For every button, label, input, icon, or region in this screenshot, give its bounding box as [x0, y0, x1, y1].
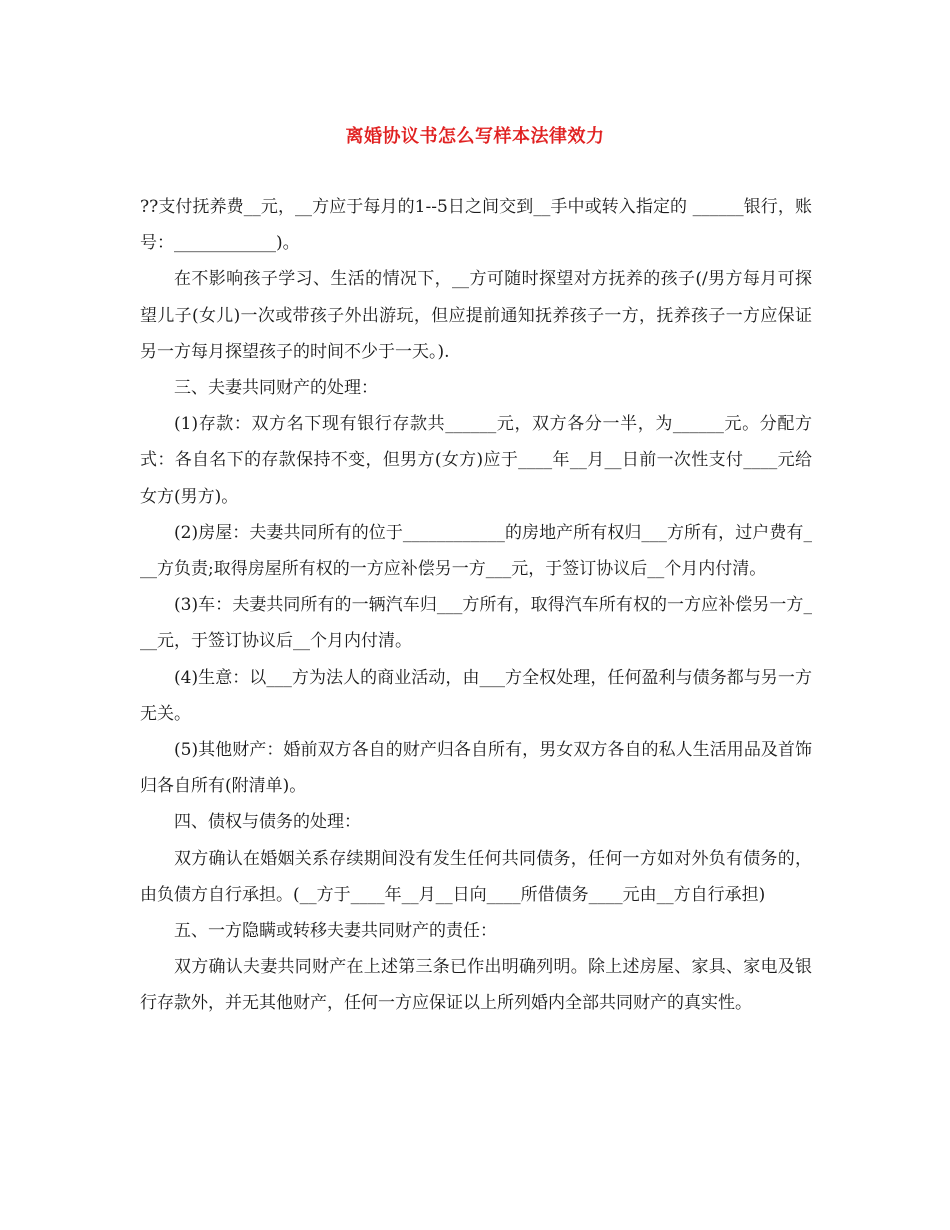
section-heading-concealment: 五、一方隐瞒或转移夫妻共同财产的责任： [174, 921, 497, 942]
document-title: 离婚协议书怎么写样本法律效力 [345, 126, 605, 147]
section-heading-joint-property: 三、夫妻共同财产的处理： [174, 378, 378, 399]
paragraph-savings: (1)存款：双方名下现有银行存款共______元，双方各分一半，为______元。分配方式：各自名下的存款保持不变，但男方(女方)应于____年__月__日前一次性支付____元给女方(男方)。 [140, 414, 812, 507]
document-body [140, 189, 812, 1022]
paragraph-visitation: 在不影响孩子学习、生活的情况下，__方可随时探望对方抚养的孩子(/男方每月可探望儿子(女儿)一次或带孩子外出游玩，但应提前通知抚养孩子一方，抚养孩子一方应保证另一方每月探望孩子的时间不少于一天。). [140, 269, 812, 362]
paragraph-car: (3)车：夫妻共同所有的一辆汽车归___方所有，取得汽车所有权的一方应补偿另一方___元，于签订协议后__个月内付清。 [140, 595, 812, 652]
paragraph-house: (2)房屋：夫妻共同所有的位于____________的房地产所有权归___方所有，过户费有___方负责;取得房屋所有权的一方应补偿另一方___元，于签订协议后__个月内付清。 [140, 522, 812, 580]
paragraph-concealment: 双方确认夫妻共同财产在上述第三条已作出明确列明。除上述房屋、家具、家电及银行存款外，并无其他财产，任何一方应保证以上所列婚内全部共同财产的真实性。 [140, 957, 812, 1014]
section-heading-debts: 四、债权与债务的处理： [174, 812, 361, 833]
paragraph-child-support: ??支付抚养费__元，__方应于每月的1--5日之间交到__手中或转入指定的 ______银行，账号：____________)。 [140, 197, 812, 254]
paragraph-debts: 双方确认在婚姻关系存续期间没有发生任何共同债务，任何一方如对外负有债务的，由负债方自行承担。(__方于____年__月__日向____所借债务____元由__方自行承担) [140, 848, 812, 905]
paragraph-business: (4)生意：以___方为法人的商业活动，由___方全权处理，任何盈利与债务都与另一方无关。 [140, 667, 812, 724]
paragraph-other-property: (5)其他财产：婚前双方各自的财产归各自所有，男女双方各自的私人生活用品及首饰归各自所有(附清单)。 [140, 740, 812, 797]
